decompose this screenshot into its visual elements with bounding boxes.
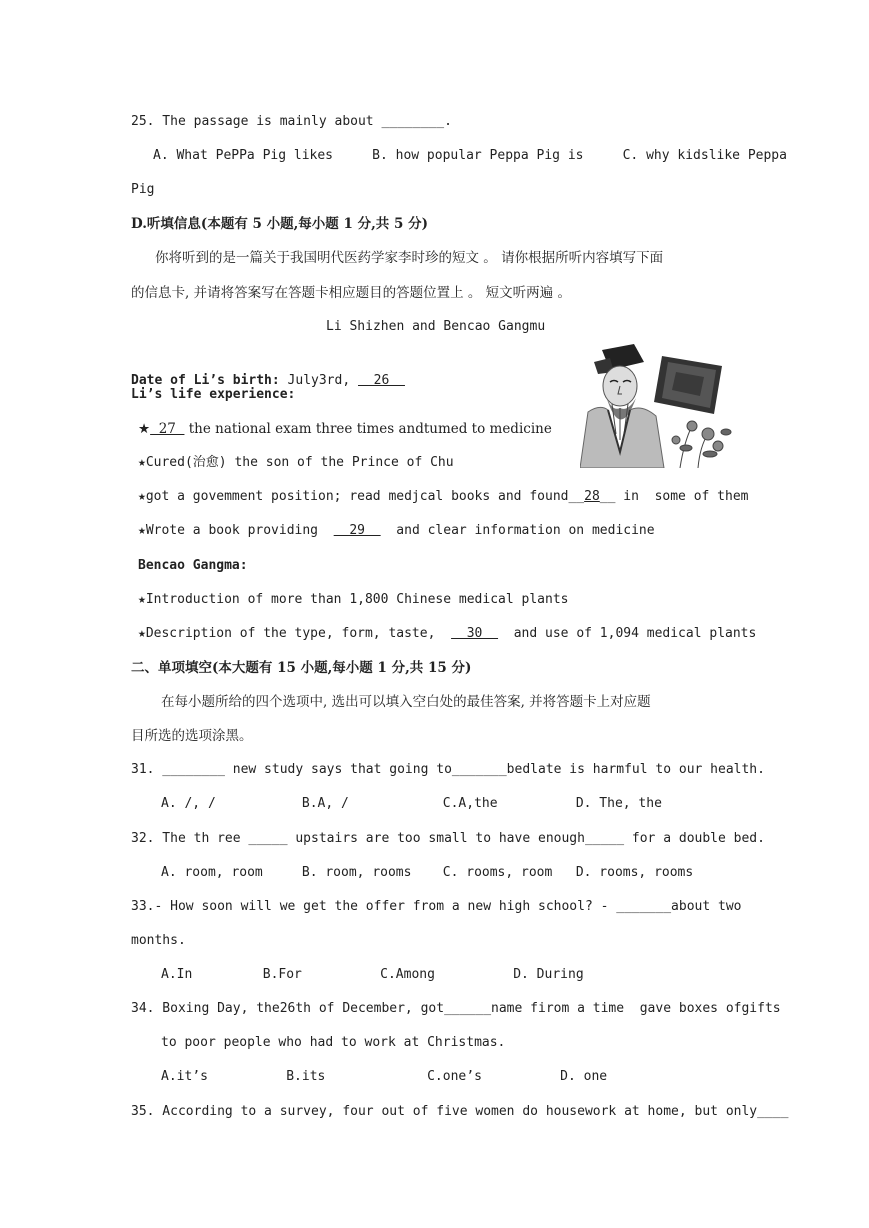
q33-options: A.In B.For C.Among D. During [161, 967, 584, 982]
section-d-instruction-2: 的信息卡, 并请将答案写在答题卡相应题目的答题位置上 。 短文听两遍 。 [131, 285, 571, 301]
q25-options-cont: Pig [131, 182, 155, 197]
part2-instruction-1: 在每小题所给的四个选项中, 选出可以填入空白处的最佳答案, 并将答题卡上对应题 [161, 694, 651, 710]
bencao-item-2-a: ★Description of the type, form, taste, [138, 626, 452, 641]
life-item-3-a: ★got a govemment position; read medjcal books and found__ [138, 489, 585, 504]
part2-heading: 二、单项填空(本大题有 15 小题,每小题 1 分,共 15 分) [131, 660, 472, 676]
life-item-1 [138, 419, 552, 439]
q31-options: A. /, / B.A, / C.A,the D. The, the [161, 796, 662, 811]
bencao-item-2-b: and use of 1,094 medical plants [498, 626, 757, 641]
section-d-instruction-1: 你将听到的是一篇关于我国明代医药学家李时珍的短文 。 请你根据所听内容填写下面 [155, 250, 664, 266]
life-item-4-a: ★Wrote a book providing [138, 523, 334, 538]
blank-27: 27 [150, 421, 185, 437]
q34-stem-cont: to poor people who had to work at Christmas. [161, 1035, 506, 1050]
life-label: Li’s life experience: [131, 387, 296, 402]
q34-stem: 34. Boxing Day, the26th of December, got______name firom a time gave boxes ofgifts [131, 1001, 781, 1016]
part2-instruction-2: 目所选的选项涂黑。 [131, 728, 253, 744]
birth-label: Date of Li’s birth: [131, 373, 280, 388]
life-item-4-b: and clear information on medicine [380, 523, 655, 538]
blank-30: 30 [451, 626, 499, 641]
q35-stem: 35. According to a survey, four out of five women do housework at home, but only____ [131, 1104, 789, 1119]
blank-26: 26 [358, 373, 405, 388]
q25-options: A. What PePPa Pig likes B. how popular Peppa Pig is C. why kidslike Peppa [153, 148, 787, 163]
q32-stem: 32. The th ree _____ upstairs are too small to have enough_____ for a double bed. [131, 831, 765, 846]
blank-29: 29 [333, 523, 381, 538]
bencao-label: Bencao Gangma: [138, 558, 248, 573]
q33-stem-cont: months. [131, 933, 186, 948]
q32-options: A. room, room B. room, rooms C. rooms, room D. rooms, rooms [161, 865, 694, 880]
blank-28: 28 [584, 489, 600, 504]
life-item-1-text: the national exam three times andtumed to medicine [184, 421, 552, 437]
section-d-heading: D.听填信息(本题有 5 小题,每小题 1 分,共 5 分) [131, 216, 428, 232]
q34-options: A.it’s B.its C.one’s D. one [161, 1069, 608, 1084]
card-title: Li Shizhen and Bencao Gangmu [326, 319, 546, 334]
q31-stem: 31. ________ new study says that going to_______bedlate is harmful to our health. [131, 762, 765, 777]
life-item-2: ★Cured(治愈) the son of the Prince of Chu [138, 455, 454, 470]
life-item-3-b: __ in some of them [599, 489, 749, 504]
life-item-4 [138, 521, 655, 541]
life-item-3 [138, 487, 749, 507]
q25-stem: 25. The passage is mainly about ________. [131, 114, 452, 129]
bencao-item-1: ★Introduction of more than 1,800 Chinese medical plants [138, 592, 569, 607]
q33-stem: 33.- How soon will we get the offer from a new high school? - _______about two [131, 899, 742, 914]
li-shizhen-portrait-image [580, 342, 738, 468]
birth-value: July3rd, [287, 373, 358, 388]
bencao-item-2 [138, 624, 756, 644]
star-icon: ★ [138, 421, 151, 437]
